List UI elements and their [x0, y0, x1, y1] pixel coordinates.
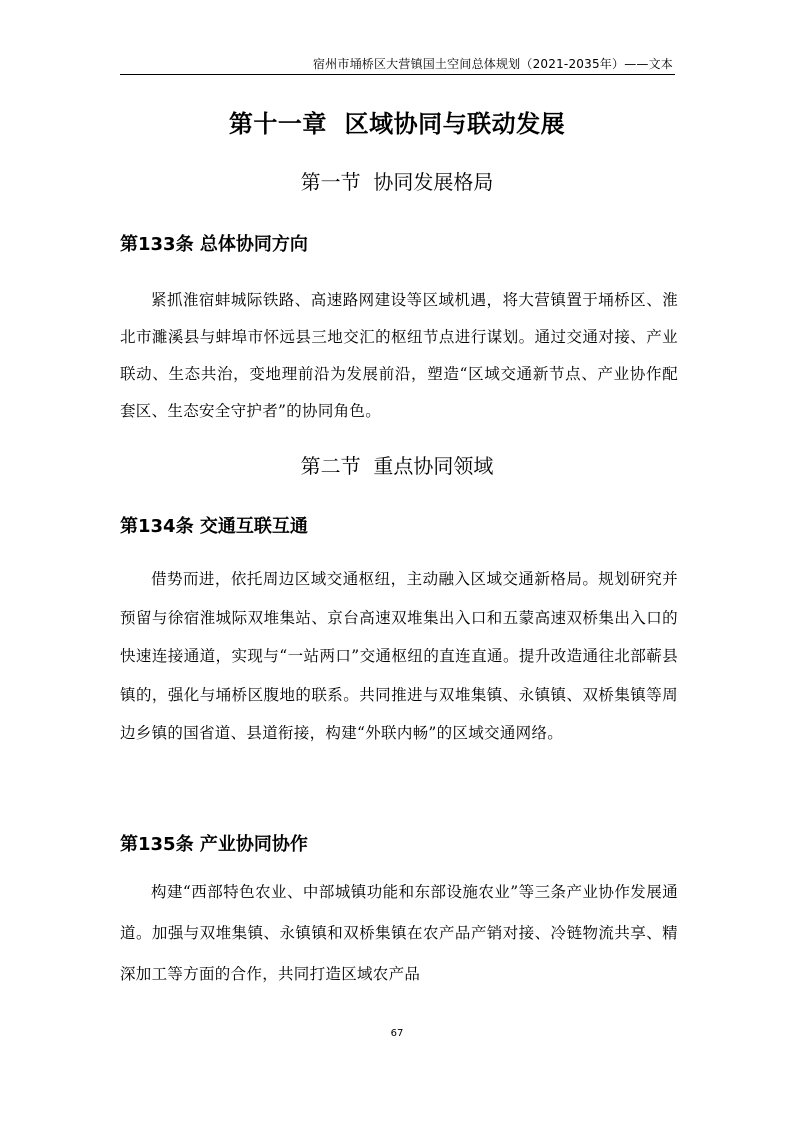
article-title-133: 第133条 总体协同方向: [120, 234, 308, 255]
article-body-135: 构建“西部特色农业、中部城镇功能和东部设施农业”等三条产业协作发展通道。加强与双堆集镇、永镇镇和双桥集镇在农产品产销对接、冷链物流共享、精深加工等方面的合作，共同打造区域农产品: [120, 883, 678, 983]
article-body-134: 借势而进，依托周边区域交通枢纽，主动融入区域交通新格局。规划研究并预留与徐宿淮城际双堆集站、京台高速双堆集出入口和五蒙高速双桥集出入口的快速连接通道，实现与“一站两口”交通枢纽的直连直通。提升改造通往北部蕲县镇的，强化与埇桥区腹地的联系。共同推进与双堆集镇、永镇镇、双桥集镇等周边乡镇的国省道、县道衔接，构建“外联内畅”的区域交通网络。: [120, 570, 678, 742]
article-body-133: 紧抓淮宿蚌城际铁路、高速路网建设等区域机遇，将大营镇置于埇桥区、淮北市濉溪县与蚌埠市怀远县三地交汇的枢纽节点进行谋划。通过交通对接、产业联动、生态共治，变地理前沿为发展前沿，塑造“区域交通新节点、产业协作配套区、生态安全守护者”的协同角色。: [120, 291, 678, 420]
chapter-title: 第十一章 区域协同与联动发展: [228, 109, 566, 138]
article-title-135: 第135条 产业协同协作: [120, 834, 308, 855]
article-title-134: 第134条 交通互联互通: [120, 516, 308, 537]
page-header: [120, 52, 675, 75]
section-title-1: 第一节 协同发展格局: [300, 170, 494, 194]
page-number: 67: [390, 1028, 404, 1039]
document-title-header: 宿州市埇桥区大营镇国土空间总体规划（2021-2035年）——文本: [312, 57, 673, 71]
section-title-2: 第二节 重点协同领域: [300, 454, 494, 478]
